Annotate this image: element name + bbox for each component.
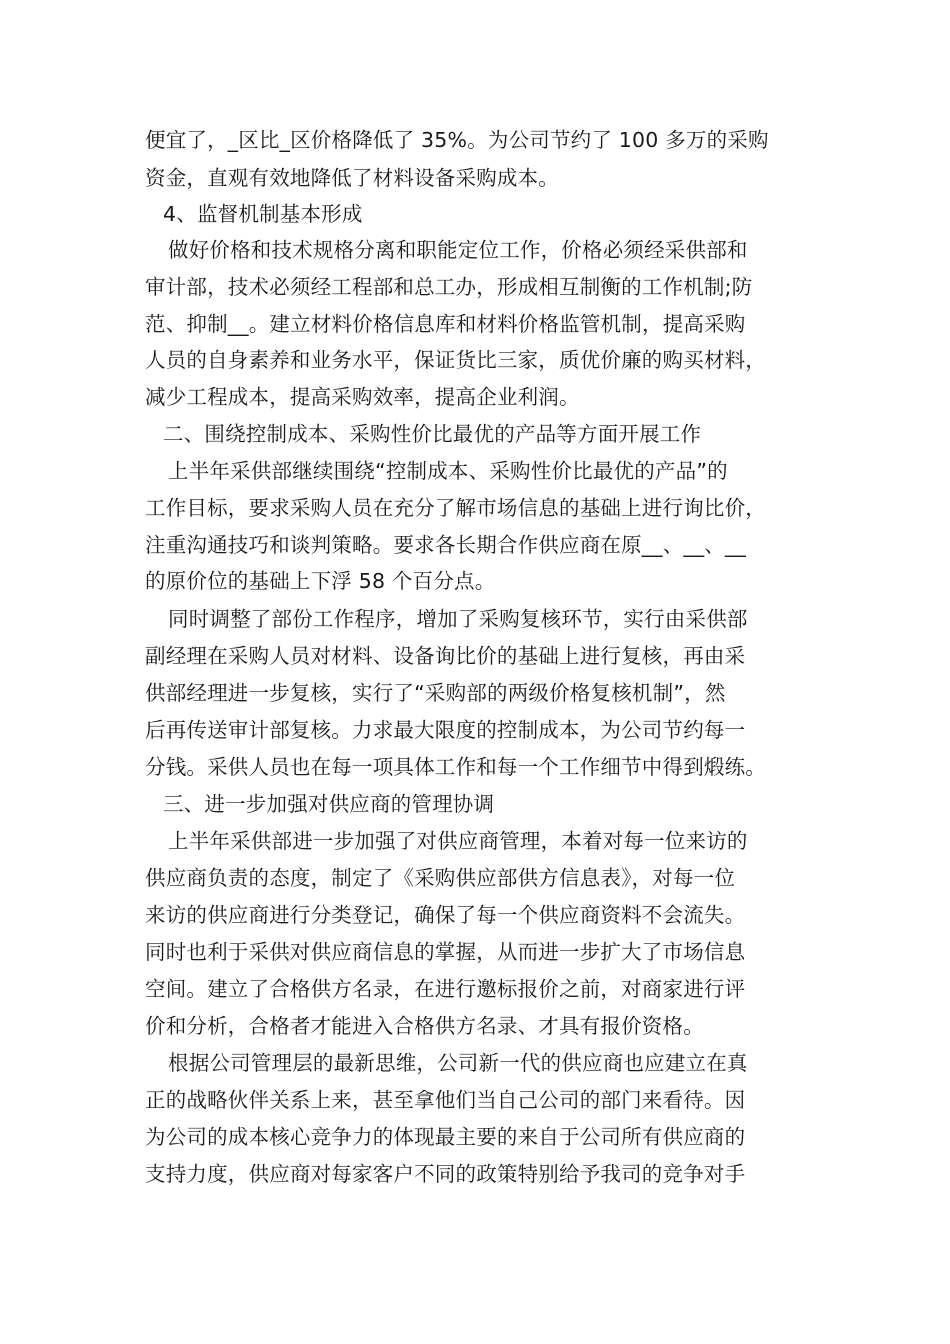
- text-line: 根据公司管理层的最新思维，公司新一代的供应商也应建立在真: [168, 1051, 748, 1075]
- text-line: 上半年采供部继续围绕“控制成本、采购性价比最优的产品”的: [168, 459, 728, 483]
- text-line: 便宜了，_区比_区价格降低了 35%。为公司节约了 100 多万的采购: [145, 128, 769, 152]
- text-line: 支持力度，供应商对每家客户不同的政策特别给予我司的竞争对手: [145, 1162, 746, 1186]
- text-line: 审计部，技术必须经工程部和总工办，形成相互制衡的工作机制;防: [145, 275, 753, 299]
- section-heading: 4、监督机制基本形成: [163, 202, 363, 226]
- text-line: 副经理在采购人员对材料、设备询比价的基础上进行复核，再由采: [145, 644, 746, 668]
- text-line: 工作目标，要求采购人员在充分了解市场信息的基础上进行询比价，: [145, 496, 766, 520]
- text-line: 同时也利于采供对供应商信息的掌握，从而进一步扩大了市场信息: [145, 940, 746, 964]
- text-line: 上半年采供部进一步加强了对供应商管理，本着对每一位来访的: [168, 829, 748, 853]
- text-line: 为公司的成本核心竞争力的体现最主要的来自于公司所有供应商的: [145, 1125, 746, 1149]
- text-line: 正的战略伙伴关系上来，甚至拿他们当自己公司的部门来看待。因: [145, 1088, 746, 1112]
- text-line: 空间。建立了合格供方名录，在进行邀标报价之前，对商家进行评: [145, 977, 746, 1001]
- text-line: 人员的自身素养和业务水平，保证货比三家，质优价廉的购买材料，: [145, 348, 766, 372]
- text-line: 减少工程成本，提高采购效率，提高企业利润。: [145, 385, 580, 409]
- section-heading: 二、围绕控制成本、采购性价比最优的产品等方面开展工作: [163, 422, 702, 446]
- text-line: 来访的供应商进行分类登记，确保了每一个供应商资料不会流失。: [145, 903, 746, 927]
- text-line: 的原价位的基础上下浮 58 个百分点。: [145, 569, 496, 593]
- text-line: 分钱。采供人员也在每一项具体工作和每一个工作细节中得到煅练。: [145, 755, 766, 779]
- text-line: 做好价格和技术规格分离和职能定位工作，价格必须经采供部和: [168, 238, 748, 262]
- text-line: 供部经理进一步复核，实行了“采购部的两级价格复核机制”，然: [145, 681, 726, 705]
- text-line: 注重沟通技巧和谈判策略。要求各长期合作供应商在原__、__、__: [145, 533, 746, 557]
- section-heading: 三、进一步加强对供应商的管理协调: [163, 792, 495, 816]
- text-line: 同时调整了部份工作程序，增加了采购复核环节，实行由采供部: [168, 607, 748, 631]
- text-line: 资金，直观有效地降低了材料设备采购成本。: [145, 166, 559, 190]
- text-line: 供应商负责的态度，制定了《采购供应部供方信息表》，对每一位: [145, 866, 736, 890]
- text-line: 范、抑制__。建立材料价格信息库和材料价格监管机制，提高采购: [145, 312, 746, 336]
- text-line: 后再传送审计部复核。力求最大限度的控制成本，为公司节约每一: [145, 718, 746, 742]
- text-line: 价和分析，合格者才能进入合格供方名录、才具有报价资格。: [145, 1014, 704, 1038]
